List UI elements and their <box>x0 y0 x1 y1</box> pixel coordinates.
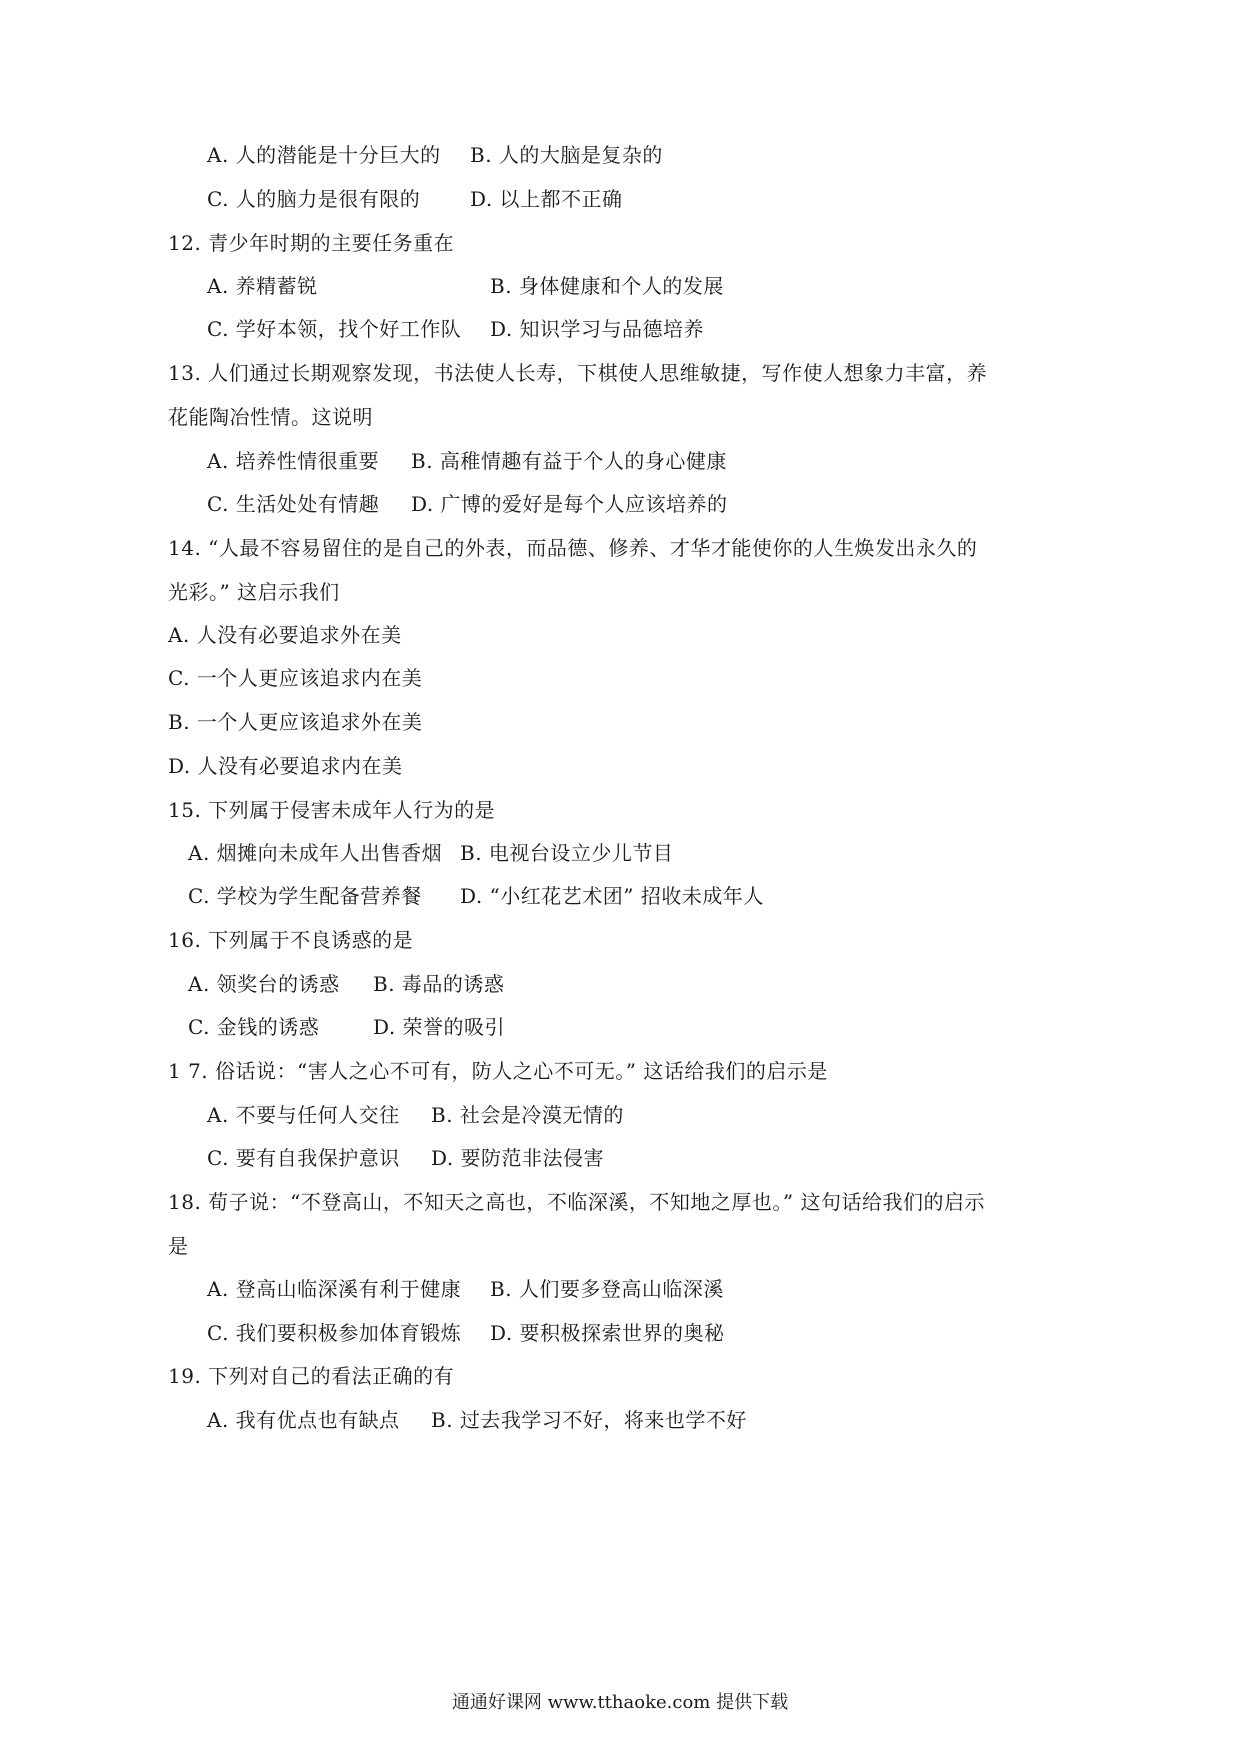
q13-option-b: B. 高稚情趣有益于个人的身心健康 <box>411 449 727 473</box>
q18-option-c: C. 我们要积极参加体育锻炼 <box>207 1321 462 1345</box>
q12-option-a: A. 养精蓄锐 <box>207 274 318 298</box>
q13-stem-line2: 花能陶冶性情。这说明 <box>168 405 373 429</box>
q16-option-b: B. 毒品的诱惑 <box>373 972 505 996</box>
q13-stem-line1: 13. 人们通过长期观察发现，书法使人长寿，下棋使人思维敏捷，写作使人想象力丰富，养 <box>168 361 988 385</box>
q18-option-d: D. 要积极探索世界的奥秘 <box>490 1321 725 1345</box>
q18-option-a: A. 登高山临深溪有利于健康 <box>207 1277 462 1301</box>
q14-option-b: B. 一个人更应该追求外在美 <box>168 710 423 734</box>
q13-option-a: A. 培养性情很重要 <box>207 449 380 473</box>
q15-option-a: A. 烟摊向未成年人出售香烟 <box>188 841 443 865</box>
q15-stem: 15. 下列属于侵害未成年人行为的是 <box>168 798 496 822</box>
q15-option-b: B. 电视台设立少儿节目 <box>460 841 674 865</box>
q17-stem: 1 7. 俗话说：“害人之心不可有，防人之心不可无。” 这话给我们的启示是 <box>168 1059 828 1083</box>
q16-option-a: A. 领奖台的诱惑 <box>188 972 340 996</box>
q19-option-a: A. 我有优点也有缺点 <box>207 1408 400 1432</box>
q16-option-d: D. 荣誉的吸引 <box>373 1015 506 1039</box>
q19-option-b: B. 过去我学习不好，将来也学不好 <box>431 1408 747 1432</box>
q14-stem-line1: 14. “人最不容易留住的是自己的外表，而品德、修养、才华才能使你的人生焕发出永久的 <box>168 536 978 560</box>
q13-option-c: C. 生活处处有情趣 <box>207 492 380 516</box>
q11-option-c: C. 人的脑力是很有限的 <box>207 187 421 211</box>
q17-option-d: D. 要防范非法侵害 <box>431 1146 605 1170</box>
q16-option-c: C. 金钱的诱惑 <box>188 1015 320 1039</box>
q15-option-d: D. “小红花艺术团” 招收未成年人 <box>460 884 764 908</box>
q14-option-c: C. 一个人更应该追求内在美 <box>168 666 423 690</box>
q12-option-b: B. 身体健康和个人的发展 <box>490 274 724 298</box>
q18-option-b: B. 人们要多登高山临深溪 <box>490 1277 724 1301</box>
q11-option-a: A. 人的潜能是十分巨大的 <box>207 143 441 167</box>
q18-stem-line2: 是 <box>168 1234 189 1258</box>
q19-stem: 19. 下列对自己的看法正确的有 <box>168 1364 455 1388</box>
q16-stem: 16. 下列属于不良诱惑的是 <box>168 928 414 952</box>
q18-stem-line1: 18. 荀子说：“不登高山，不知天之高也，不临深溪，不知地之厚也。” 这句话给我们的启示 <box>168 1190 985 1214</box>
q12-stem: 12. 青少年时期的主要任务重在 <box>168 231 455 255</box>
page-footer: 通通好课网 www.tthaoke.com 提供下载 <box>451 1692 789 1713</box>
q14-option-a: A. 人没有必要追求外在美 <box>168 623 402 647</box>
q13-option-d: D. 广博的爱好是每个人应该培养的 <box>411 492 728 516</box>
q11-option-b: B. 人的大脑是复杂的 <box>470 143 663 167</box>
q15-option-c: C. 学校为学生配备营养餐 <box>188 884 422 908</box>
q11-option-d: D. 以上都不正确 <box>470 187 623 211</box>
q12-option-d: D. 知识学习与品德培养 <box>490 317 705 341</box>
q14-stem-line2: 光彩。” 这启示我们 <box>168 580 340 604</box>
q17-option-b: B. 社会是冷漠无情的 <box>431 1103 624 1127</box>
q14-option-d: D. 人没有必要追求内在美 <box>168 754 403 778</box>
q17-option-a: A. 不要与任何人交往 <box>207 1103 400 1127</box>
q17-option-c: C. 要有自我保护意识 <box>207 1146 400 1170</box>
q12-option-c: C. 学好本领，找个好工作队 <box>207 317 462 341</box>
